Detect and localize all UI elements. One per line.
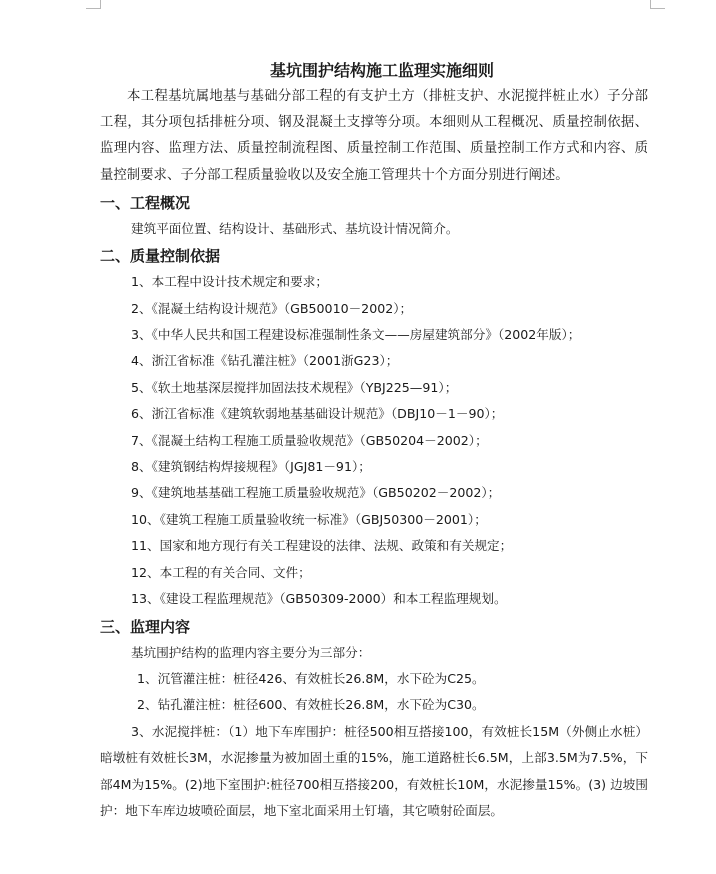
list-item: 2、《混凝土结构设计规范》（GB50010－2002）； [131,300,413,316]
list-item: 10、《建筑工程施工质量验收统一标准》（GBJ50300－2001）； [131,511,487,527]
basis-list [100,269,648,612]
section-heading: 二、质量控制依据 [100,247,221,266]
section-lead: 基坑围护结构的监理内容主要分为三部分： [131,644,371,660]
section-heading: 一、工程概况 [100,193,191,212]
list-item: 1、本工程中设计技术规定和要求； [131,274,328,290]
list-item: 1、沉管灌注桩：桩径426、有效桩长26.8M，水下砼为C25。 [137,670,485,686]
list-item: 5、《软土地基深层搅拌加固法技术规程》（YBJ225—91）； [131,379,458,395]
list-item: 3、《中华人民共和国工程建设标准强制性条文——房屋建筑部分》（2002年版）； [131,327,581,343]
list-item: 13、《建设工程监理规范》（GB50309-2000）和本工程监理规划。 [131,591,507,607]
content-list [100,666,648,719]
list-item: 11、国家和地方现行有关工程建设的法律、法规、政策和有关规定； [131,538,513,554]
list-item: 8、《建筑钢结构焊接规程》（JGJ81－91）； [131,459,371,475]
list-item: 7、《混凝土结构工程施工质量验收规范》（GB50204－2002）； [131,432,488,448]
page-corner-mark-right [650,0,665,9]
intro-paragraph: 本工程基坑属地基与基础分部工程的有支护土方（排桩支护、水泥搅拌桩止水）子分部工程，其分项包括排桩分项、钢及混凝土支撑等分项。本细则从工程概况、质量控制依据、监理内容、监理方法、质量控制流程图、质量控制工作范围、质量控制工作方式和内容、质量控制要求、子分部工程质量验收以及安全施工管理共十个方面分别进行阐述。 [100,89,648,183]
document-page [100,58,648,824]
section-heading: 三、监理内容 [100,617,191,636]
page-corner-mark-left [86,0,101,9]
section-text: 建筑平面位置、结构设计、基础形式、基坑设计情况简介。 [131,220,459,236]
document-title: 基坑围护结构施工监理实施细则 [269,61,494,80]
list-item: 9、《建筑地基基础工程施工质量验收规范》（GB50202－2002）； [131,485,501,501]
list-item: 6、浙江省标准《建筑软弱地基基础设计规范》（DBJ10－1－90）； [131,406,504,422]
list-item: 2、钻孔灌注桩：桩径600、有效桩长26.8M，水下砼为C30。 [137,697,485,713]
list-item: 4、浙江省标准《钻孔灌注桩》（2001浙G23）； [131,353,399,369]
section-paragraph: 3、水泥搅拌桩：（1）地下车库围护：桩径500相互搭接100，有效桩长15M（外侧止水桩）暗墩桩有效桩长3M，水泥掺量为被加固土重的15%，施工道路桩长6.5M，上部3.5M为7.5%，下部4M为15%。(2)地下室围护:桩径700相互搭接200，有效桩长10M，水泥掺量15%。(3) 边坡围护：地下车库边坡喷砼面层，地下室北面采用土钉墙，其它喷射砼面层。 [100,723,648,818]
list-item: 12、本工程的有关合同、文件； [131,564,311,580]
